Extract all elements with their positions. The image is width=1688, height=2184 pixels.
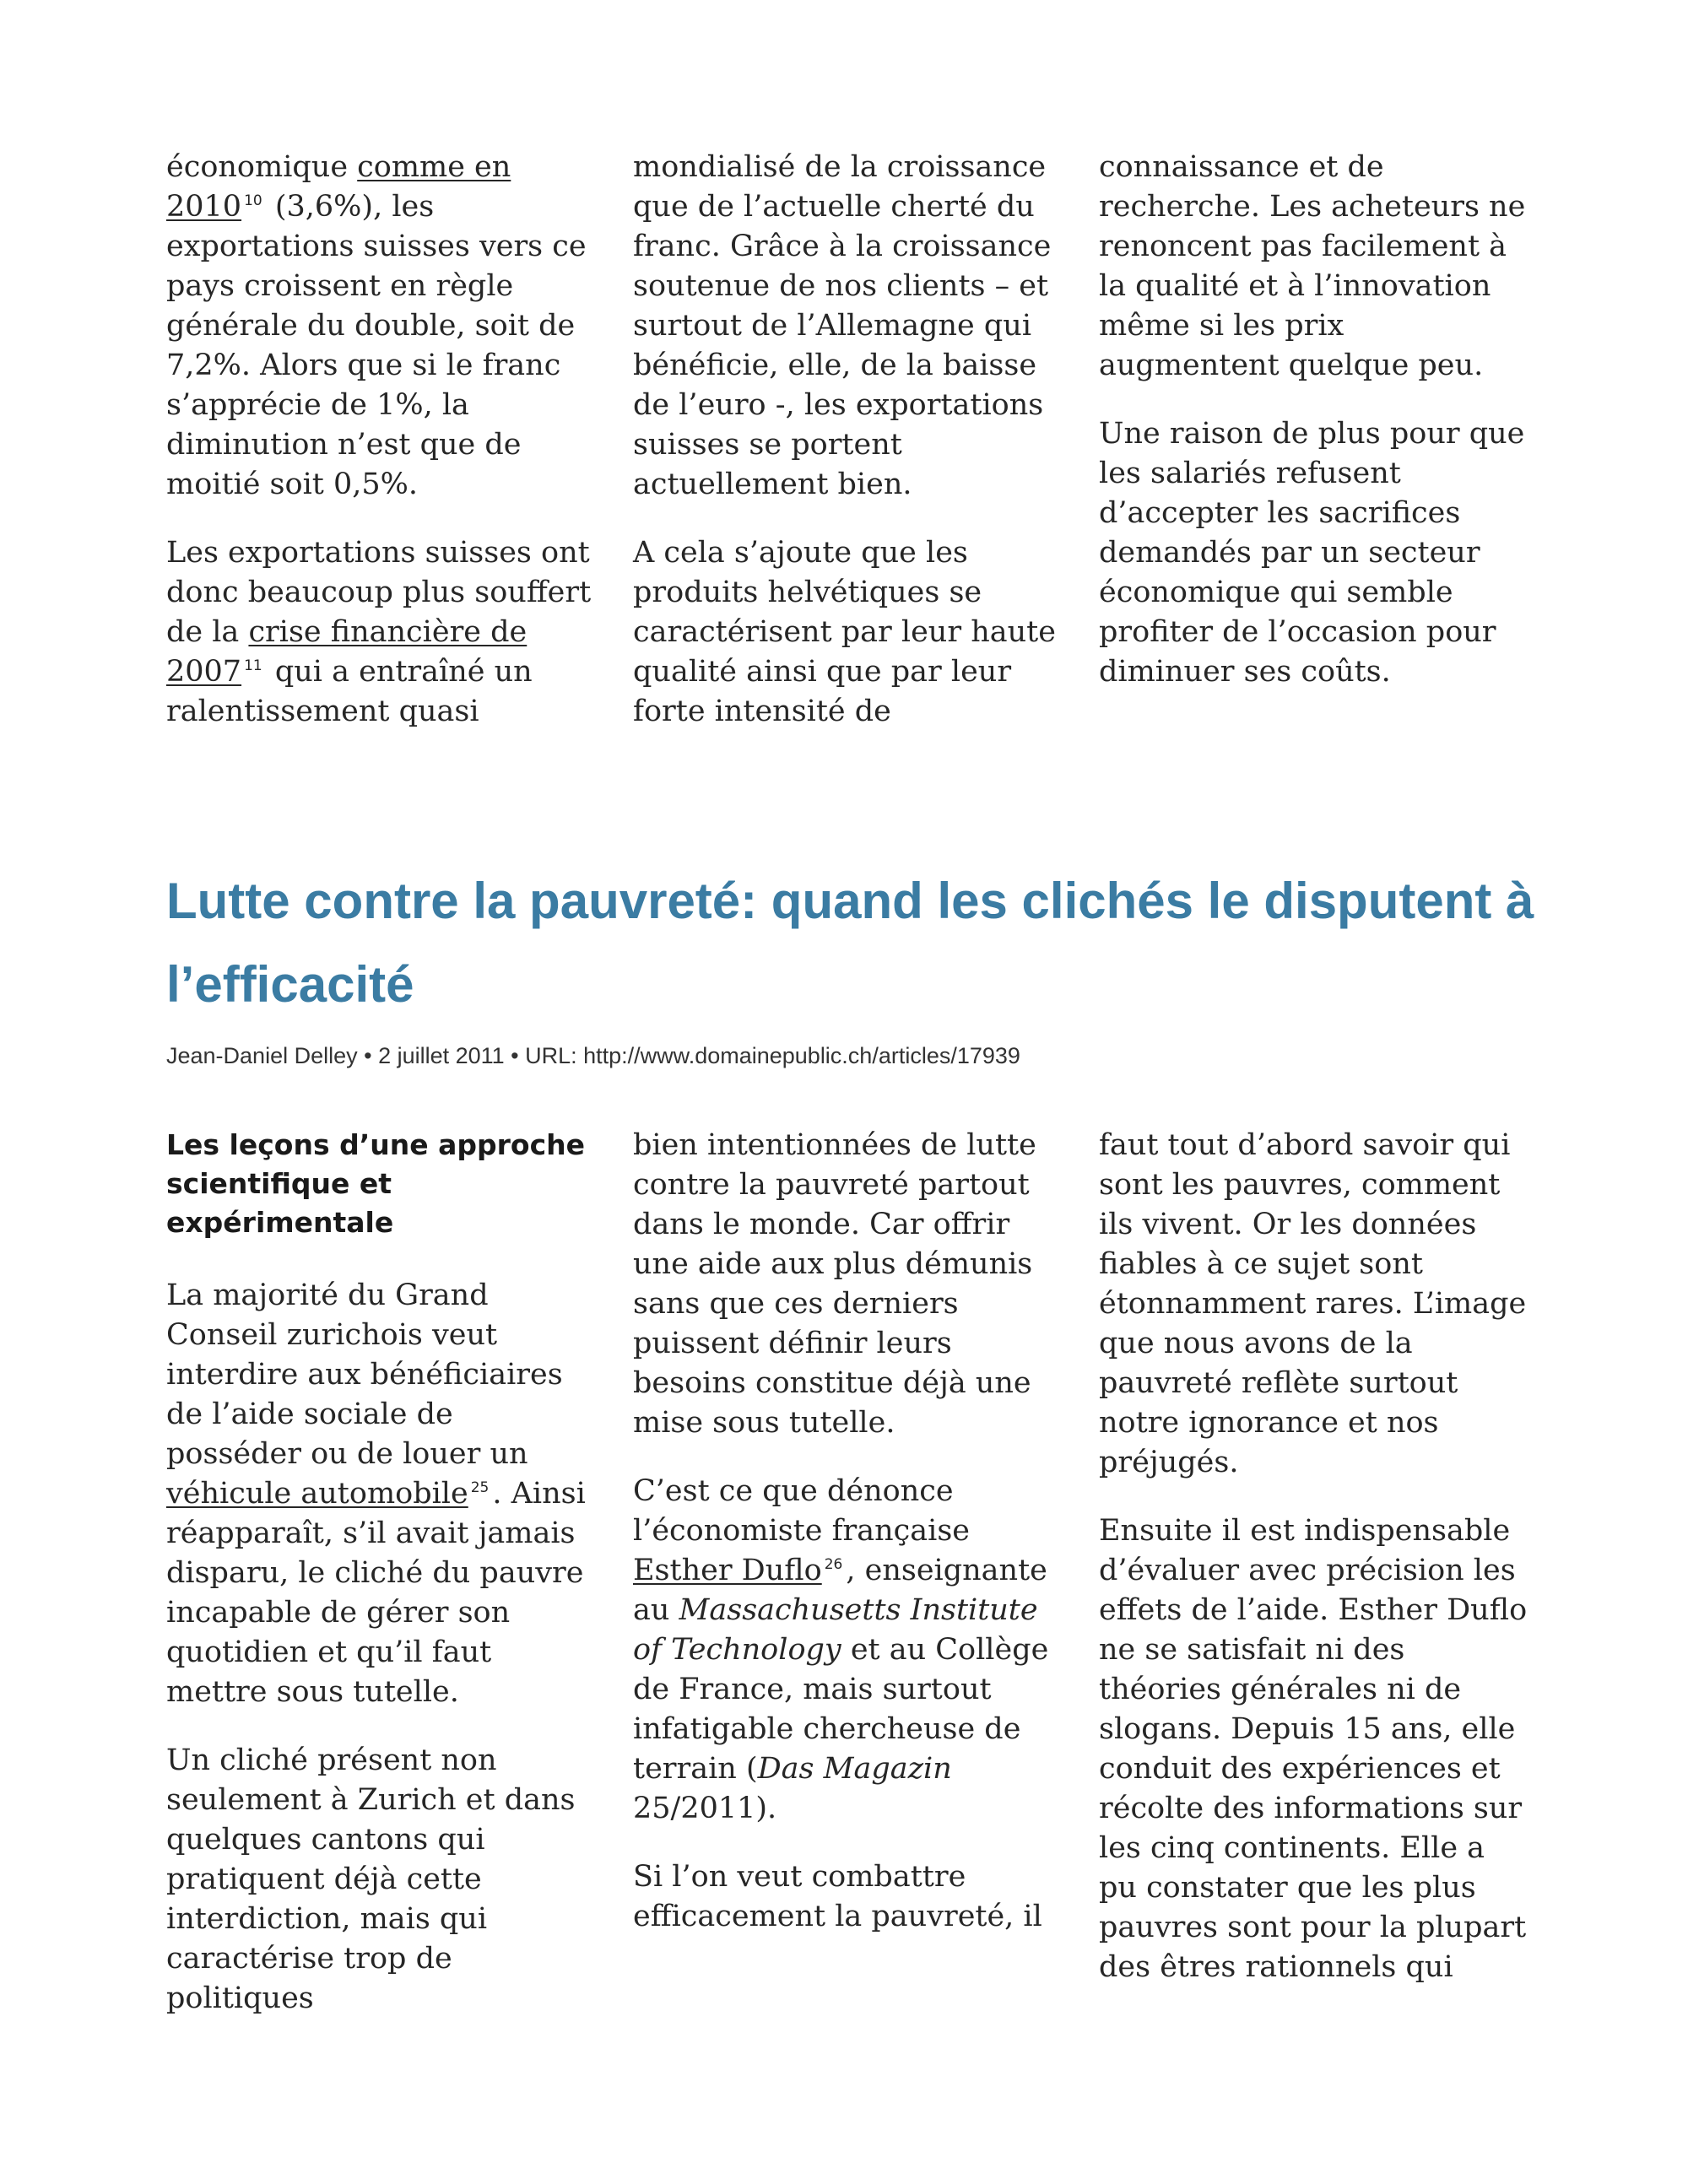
article-title: Lutte contre la pauvreté: quand les clichés le disputent à l’efficacité bbox=[166, 873, 1534, 1013]
paragraph: C’est ce que dénonce l’économiste française Esther Duflo $^{26}$ , enseignante au Massachusetts Institute of Technology et au Collège de France, mais surtout infatigable chercheuse de terrain (Das Magazin 25/2011). bbox=[633, 1474, 1049, 1825]
paragraph: Si l’on veut combattre efficacement la pauvreté, il bbox=[633, 1860, 1042, 1933]
article-column-2 bbox=[633, 1126, 1063, 1937]
paragraph: bien intentionnées de lutte contre la pauvreté partout dans le monde. Car offrir une aide aux plus démunis sans que ces derniers puissent définir leurs besoins constitue déjà une mise sous tutelle. bbox=[633, 1128, 1036, 1440]
footnote-marker: 11 bbox=[244, 657, 262, 675]
paragraph: Une raison de plus pour que les salariés refusent d’accepter les sacrifices demandés par un secteur économique qui semble profiter de l’occasion pour diminuer ses coûts. bbox=[1099, 417, 1525, 689]
paragraph: mondialisé de la croissance que de l’actuelle cherté du franc. Grâce à la croissance soutenue de nos clients – et surtout de l’Allemagne qui bénéficie, elle, de la baisse de l’euro -, les exportations suisses se portent actuellement bien. bbox=[633, 150, 1052, 501]
link-crise-financiere-2007[interactable]: crise financière de 2007 bbox=[166, 615, 528, 689]
link-vehicule-automobile[interactable]: véhicule automobile bbox=[166, 1477, 468, 1511]
link-esther-duflo[interactable]: Esther Duflo bbox=[633, 1554, 822, 1587]
paragraph: Un cliché présent non seulement à Zurich et dans quelques cantons qui pratiquent déjà cette interdiction, mais qui caractérise trop de politiques bbox=[166, 1743, 576, 2015]
paragraph: économique comme en 2010 $^{10}$ (3,6%), les exportations suisses vers ce pays croissent en règle générale du double, soit de 7,2%. Alors que si le franc s’apprécie de 1%, la diminution n’est que de moitié soit 0,5%. bbox=[166, 150, 587, 501]
footnote-marker: 10 bbox=[244, 192, 262, 210]
italic-publication: Das Magazin bbox=[757, 1752, 952, 1786]
footnote-marker: 26 bbox=[824, 1556, 843, 1574]
previous-article-column-2 bbox=[633, 148, 1063, 732]
paragraph: La majorité du Grand Conseil zurichois veut interdire aux bénéficiaires de l’aide sociale de posséder ou de louer un véhicule automobile $^{25}$ . Ainsi réapparaît, s’il avait jamais disparu, le cliché du pauvre incapable de gérer son quotidien et qu’il faut mettre sous tutelle. bbox=[166, 1279, 586, 1709]
article-column-3 bbox=[1099, 1126, 1529, 1987]
paragraph: A cela s’ajoute que les produits helvétiques se caractérisent par leur haute qualité ainsi que par leur forte intensité de bbox=[633, 536, 1056, 728]
footnote-marker: 25 bbox=[470, 1479, 490, 1497]
article-byline: Jean-Daniel Delley • 2 juillet 2011 • URL: http://www.domainepublic.ch/articles/17939 bbox=[166, 1043, 1020, 1068]
article-subheading: Les leçons d’une approche scientifique et expérimentale bbox=[166, 1128, 585, 1239]
article-column-1 bbox=[166, 1126, 597, 2019]
italic-institution: Massachusetts Institute of Technology bbox=[633, 1593, 1038, 1667]
paragraph: Ensuite il est indispensable d’évaluer avec précision les effets de l’aide. Esther Duflo ne se satisfait ni des théories générales ni de slogans. Depuis 15 ans, elle conduit des expériences et récolte des informations sur les cinq continents. Elle a pu constater que les plus pauvres sont pour la plupart des êtres rationnels qui bbox=[1099, 1514, 1528, 1984]
link-comme-en-2010[interactable]: comme en 2010 bbox=[166, 150, 511, 224]
paragraph: faut tout d’abord savoir qui sont les pauvres, comment ils vivent. Or les données fiables à ce sujet sont étonnamment rares. L’image que nous avons de la pauvreté reflète surtout notre ignorance et nos préjugés. bbox=[1099, 1128, 1527, 1479]
paragraph: connaissance et de recherche. Les acheteurs ne renoncent pas facilement à la qualité et à l’innovation même si les prix augmentent quelque peu. bbox=[1099, 150, 1526, 382]
previous-article-column-3 bbox=[1099, 148, 1529, 692]
previous-article-column-1 bbox=[166, 148, 597, 732]
paragraph: Les exportations suisses ont donc beaucoup plus souffert de la crise financière de 2007 $^{11}$ qui a entraîné un ralentissement quasi bbox=[166, 536, 592, 728]
